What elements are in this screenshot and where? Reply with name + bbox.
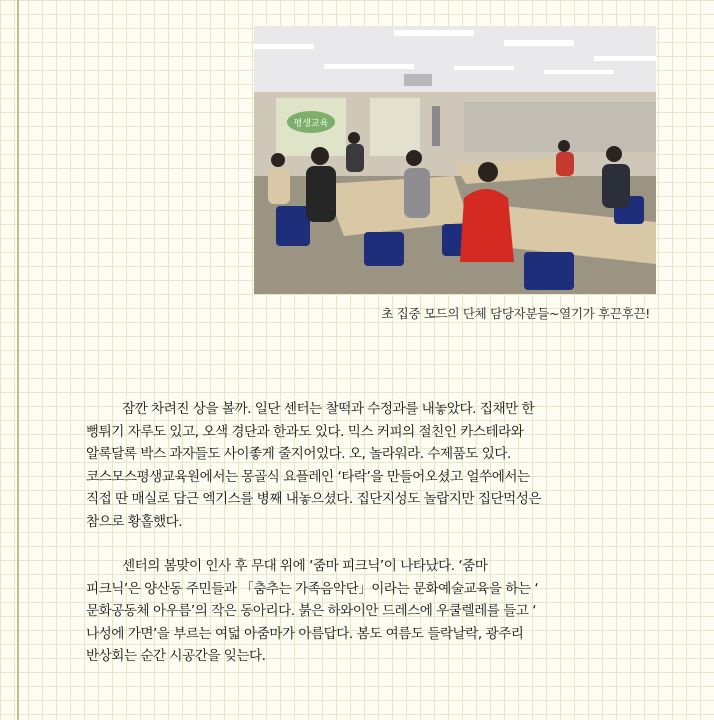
paragraph-line: 코스모스평생교육원에서는 몽골식 요플레인 ‘타락’을 만들어오셨고 얼쑤에서는 <box>86 468 530 485</box>
photo-person-head <box>311 147 329 165</box>
article-paragraph <box>86 555 676 668</box>
photo-chair <box>524 252 574 290</box>
photo-person-head <box>606 146 622 162</box>
article-body <box>86 398 676 690</box>
photo-caption: 초 집중 모드의 단체 담당자분들~열기가 후끈후끈! <box>381 306 650 321</box>
paragraph-line: 알록달록 박스 과자들도 사이좋게 줄지어있다. 오, 놀라워라. 수제품도 있다. <box>86 446 511 462</box>
notebook-margin-line <box>17 0 19 720</box>
paragraph-line: 나성에 가면’을 부르는 여덟 아줌마가 아름답다. 봄도 여름도 들락날락, 광주리 <box>86 625 524 642</box>
paragraph-line: 문화공동체 아우름’의 작은 동아리다. 붉은 하와이안 드레스에 우쿨렐레를 들고 ‘ <box>86 603 537 619</box>
ceiling-light <box>594 56 656 61</box>
photo-chair <box>364 232 404 266</box>
photo-person <box>602 164 630 208</box>
photo-person-head <box>348 132 360 144</box>
paragraph-line: 잠깐 차려진 상을 볼까. 일단 센터는 찰떡과 수정과를 내놓았다. 집채만 한 <box>122 401 535 417</box>
photo-board <box>370 98 420 156</box>
photo-banner-text: 평생교육 <box>293 119 329 129</box>
ceiling-light <box>504 40 574 46</box>
ceiling-light <box>254 44 314 49</box>
paragraph-line: 센터의 봄맞이 인사 후 무대 위에 ‘줌마 피크닉’이 나타났다. ‘줌마 <box>122 558 488 574</box>
ceiling-light <box>324 64 414 69</box>
paragraph-line: 피크닉’은 양산동 주민들과 「춤추는 가족음악단」이라는 문화예술교육을 하는 ‘ <box>86 580 539 597</box>
photo-person <box>268 168 290 204</box>
event-photo <box>254 26 656 294</box>
photo-person <box>306 166 336 222</box>
paragraph-line: 뻥튀기 자루도 있고, 오색 경단과 한과도 있다. 믹스 커피의 절친인 카스테라와 <box>86 423 524 440</box>
photo-person-head <box>406 150 422 166</box>
photo-person-red-jacket <box>460 189 514 262</box>
paragraph-line: 직접 딴 매실로 담근 엑기스를 병째 내놓으셨다. 집단지성도 놀랍지만 집단먹성은 <box>86 491 542 507</box>
photo-person <box>556 152 574 176</box>
ceiling-light <box>454 66 514 70</box>
photo-person-head <box>271 153 285 167</box>
event-photo-illustration <box>254 26 656 294</box>
photo-person-head <box>478 162 498 182</box>
paragraph-line: 참으로 황홀했다. <box>86 513 183 530</box>
photo-person <box>404 168 430 218</box>
paragraph-line: 반상회는 순간 시공간을 잊는다. <box>86 648 266 664</box>
projector <box>404 74 432 86</box>
photo-person <box>346 144 364 172</box>
photo-person-head <box>558 140 570 152</box>
photo-speaker <box>432 106 440 146</box>
photo-chair <box>276 206 310 246</box>
article-paragraph <box>86 398 676 533</box>
ceiling-light <box>394 30 474 36</box>
ceiling-light <box>544 70 614 74</box>
